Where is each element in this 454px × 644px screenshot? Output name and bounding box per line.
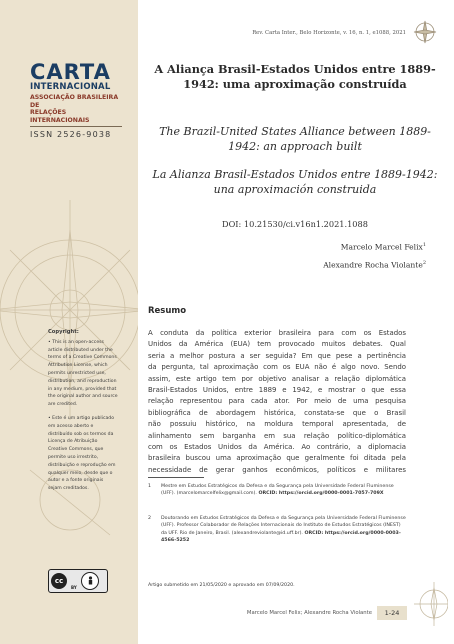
copyright-heading: Copyright: [48, 329, 79, 335]
sidebar-panel [0, 0, 138, 644]
author-2 [323, 260, 426, 270]
author-name: Alexandre Rocha Violante [323, 260, 423, 270]
author-footnote-ref[interactable]: 1 [422, 242, 426, 248]
abstract-line: Unidos da América (EUA) tem provocado muitos debates. Qual [148, 340, 406, 349]
footnote-text [161, 515, 408, 545]
abstract-line: não possuiu histórico, na moldura temporal apresentada, de [148, 420, 406, 429]
copyright-notice [48, 329, 118, 499]
article-title-portuguese: A Aliança Brasil-Estados Unidos entre 1889-1942: uma aproximação construída [154, 62, 436, 91]
article-title-spanish: La Alianza Brasil-Estados Unidos entre 1889-1942: una aproximación construida [152, 168, 438, 196]
logo-association [30, 94, 122, 124]
attribution-person-icon [81, 572, 99, 590]
abstract-body [148, 328, 406, 476]
issn-number: ISSN 2526-9038 [30, 126, 122, 139]
abstract-line: da pergunta, tal aproximação com os EUA não é algo novo. Sendo [148, 363, 406, 372]
abstract-line: alinhamento sem barganha em sua relação político-diplomática [148, 431, 406, 440]
journal-logo [30, 62, 122, 124]
abstract-line: com os Estados Unidos da América. Ao contrário, a diplomacia [148, 443, 406, 452]
doi-link[interactable]: DOI: 10.21530/ci.v16n1.2021.1088 [222, 219, 368, 229]
abstract-line: necessidade de gerar ganhos econômicos, políticos e militares [148, 465, 406, 474]
footnote-body: Doutorando em Estudos Estratégicos da Defesa e da Segurança pela Universidade Federal Fluminense (UFF). Professor Colaborador de Relações Internacionais do Instituto de Estudos Estratégicos (INEST) da UFF. Rio de Janeiro, Brasil. (alexandreviolante@id.uff.br). [161, 516, 406, 536]
copyright-text-pt: • Este é um artigo publicado em acesso aberto e distribuído sob os termos da Licença de Atribuição Creative Commons, que permite uso irrestrito, distribuição e reprodução em qualquer meio, desde que o autor e a fonte originais sejam creditados. [48, 415, 116, 492]
logo-assoc-line1: ASSOCIAÇÃO BRASILEIRA DE [30, 94, 119, 109]
author-1 [341, 242, 426, 252]
footnote-2 [148, 515, 408, 545]
abstract-line: brasileira buscou uma aproximação que geralmente foi ditada pela [148, 454, 406, 463]
abstract-heading: Resumo [148, 306, 187, 316]
footnote-divider [148, 477, 204, 478]
abstract-line: relação representou para cada ator. Por meio de uma pesquisa [148, 397, 406, 406]
page-number: 1-24 [377, 606, 407, 620]
copyright-text-en: • This is an open-access article distributed under the terms of a Creative Commons Attribution License, which permits unrestricted use, distribution, and reproduction in any medium, provided that the original author and source are credited. [48, 339, 118, 408]
abstract-line: Brasil-Estados Unidos, entre 1889 e 1942, e mostrar o que essa [148, 386, 406, 395]
orcid-link[interactable]: ORCID: https://orcid.org/0000-0003-4566-5252 [161, 530, 401, 544]
cc-by-label: BY [71, 585, 77, 590]
article-title-english: The Brazil-United States Alliance between 1889-1942: an approach built [159, 125, 431, 153]
journal-reference: Rev. Carta Inter., Belo Horizonte, v. 16, n. 1, e1088, 2021 [252, 30, 406, 36]
author-footnote-ref[interactable]: 2 [422, 260, 426, 266]
footnote-body: Mestre em Estudos Estratégicos da Defesa e da Segurança pela Universidade Federal Fluminense (UFF). (marcelomarcelfelix@gmail.com). [161, 484, 394, 497]
cc-by-license-badge[interactable] [48, 569, 108, 593]
footnote-number: 1 [148, 484, 152, 489]
logo-assoc-line2: RELAÇÕES INTERNACIONAIS [30, 109, 90, 124]
abstract-line: A conduta da política exterior brasileira para com os Estados [148, 329, 406, 337]
abstract-line: seria a melhor postura a ser seguida? Em que pese a pertinência [148, 351, 406, 360]
footer-authors: Marcelo Marcel Felix; Alexandre Rocha Violante [246, 610, 372, 616]
compass-corner-decoration [414, 578, 448, 626]
abstract-line: assim, este artigo tem por objetivo analisar a relação diplomática [148, 374, 406, 383]
compass-corner-icon [413, 20, 437, 44]
author-name: Marcelo Marcel Felix [340, 242, 423, 252]
footnote-text [161, 483, 408, 498]
orcid-link[interactable]: ORCID: https://orcid.org/0000-0001-7057-709X [258, 491, 384, 497]
abstract-line: bibliográfica de abordagem histórica, constata-se que o Brasil [148, 408, 406, 417]
submission-dates: Artigo submetido em 21/05/2020 e aprovado em 07/09/2020. [148, 583, 295, 588]
logo-subtitle: INTERNACIONAL [30, 82, 111, 92]
cc-icon: cc [51, 573, 67, 589]
footnote-number: 2 [148, 516, 152, 521]
footnote-1 [148, 483, 408, 498]
logo-word: CARTA [30, 60, 111, 84]
